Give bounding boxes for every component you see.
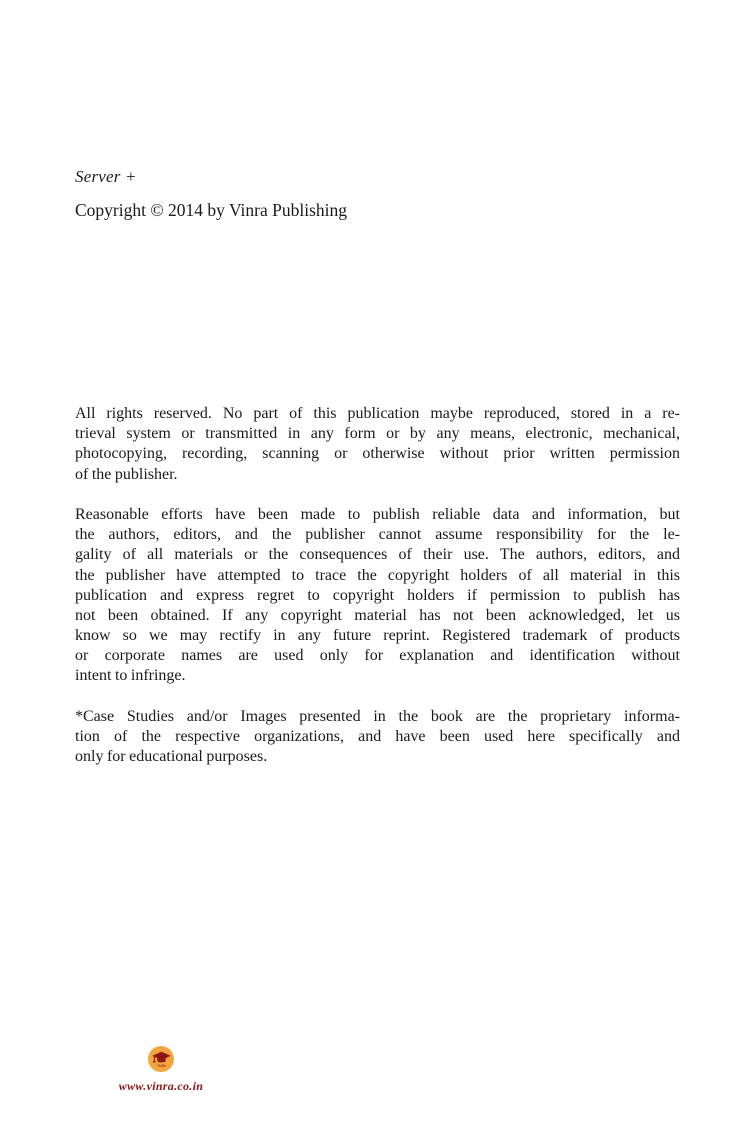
text-line: tion of the respective organizations, and have been used here specifically and xyxy=(75,728,680,745)
text-line: of the publisher. xyxy=(75,465,178,483)
text-line: the authors, editors, and the publisher cannot assume responsibility for the le- xyxy=(75,526,680,544)
paragraph-case-studies xyxy=(75,707,680,768)
text-line: trieval system or transmitted in any form or by any means, electronic, mechanical, xyxy=(75,425,680,443)
text-line: *Case Studies and/or Images presented in the book are the proprietary informa- xyxy=(75,707,680,725)
text-line: only for educational purposes. xyxy=(75,748,268,766)
text-line: the publisher have attempted to trace the copyright holders of all material in this xyxy=(75,566,680,584)
publisher-website: www.vinra.co.in xyxy=(118,1079,204,1093)
copyright-line: Copyright © 2014 by Vinra Publishing xyxy=(75,200,348,220)
publisher-logo xyxy=(148,1046,174,1072)
text-line: photocopying, recording, scanning or otherwise without prior written permission xyxy=(75,445,680,463)
text-line: gality of all materials or the consequences of their use. The authors, editors, and xyxy=(75,546,680,564)
text-line: intent to infringe. xyxy=(75,667,186,685)
publisher-footer xyxy=(117,1046,205,1094)
text-line: not been obtained. If any copyright material has not been acknowledged, let us xyxy=(75,606,680,624)
text-line: or corporate names are used only for explanation and identification without xyxy=(75,647,680,665)
text-line: know so we may rectify in any future reprint. Registered trademark of products xyxy=(75,627,680,645)
text-line: All rights reserved. No part of this publication maybe reproduced, stored in a re- xyxy=(75,405,680,422)
book-title: Server + xyxy=(75,167,137,186)
paragraph-disclaimer xyxy=(75,505,680,687)
text-line: publication and express regret to copyright holders if permission to publish has xyxy=(75,586,680,604)
graduation-cap-icon xyxy=(151,1049,172,1070)
text-line: Reasonable efforts have been made to publish reliable data and information, but xyxy=(75,505,680,523)
svg-text:VinRa: VinRa xyxy=(156,1063,166,1068)
legal-text xyxy=(75,404,680,767)
paragraph-rights-reserved xyxy=(75,404,680,485)
